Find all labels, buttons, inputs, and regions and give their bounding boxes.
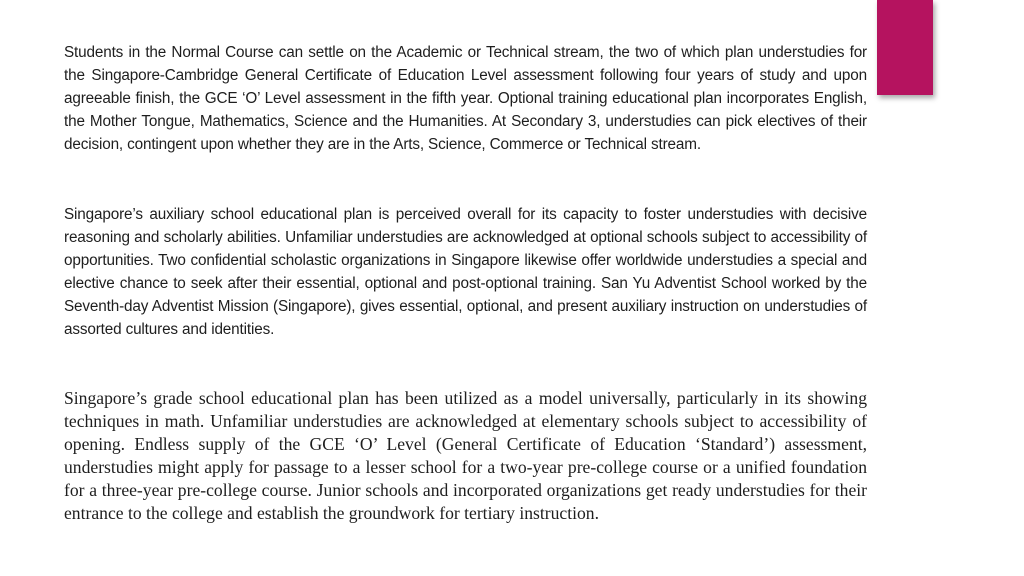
paragraph-normal-course: Students in the Normal Course can settle on the Academic or Technical stream, the two of which plan understudies for the Singapore-Cambridge General Certificate of Education Level assessment following four years of study and upon agreeable finish, the GCE ‘O’ Level assessment in the fifth year. Optional training educational plan incorporates English, the Mother Tongue, Mathematics, Science and the Humanities. At Secondary 3, understudies can pick electives of their decision, contingent upon whether they are in the Arts, Science, Commerce or Technical stream. — [64, 44, 867, 153]
paragraph-primary-curriculum: Singapore’s grade school educational plan has been utilized as a model universally, particularly in its showing techniques in math. Unfamiliar understudies are acknowledged at elementary schools subject to accessibility of opening. Endless supply of the GCE ‘O’ Level (General Certificate of Education ‘Standard’) assessment, understudies might apply for passage to a lesser school for a two-year pre-college course or a unified foundation for a three-year pre-college course. Junior schools and incorporated organizations get ready understudies for their entrance to the college and establish the groundwork for tertiary instruction. — [64, 388, 867, 523]
paragraph-secondary-curriculum: Singapore’s auxiliary school educational plan is perceived overall for its capacity to foster understudies with decisive reasoning and scholarly abilities. Unfamiliar understudies are acknowledged at optional schools subject to accessibility of opportunities. Two confidential scholastic organizations in Singapore likewise offer worldwide understudies a special and elective chance to seek after their essential, optional and post-optional training. San Yu Adventist School worked by the Seventh-day Adventist Mission (Singapore), gives essential, optional, and present auxiliary instruction on understudies of assorted cultures and identities. — [64, 206, 867, 338]
accent-bar — [877, 0, 933, 95]
